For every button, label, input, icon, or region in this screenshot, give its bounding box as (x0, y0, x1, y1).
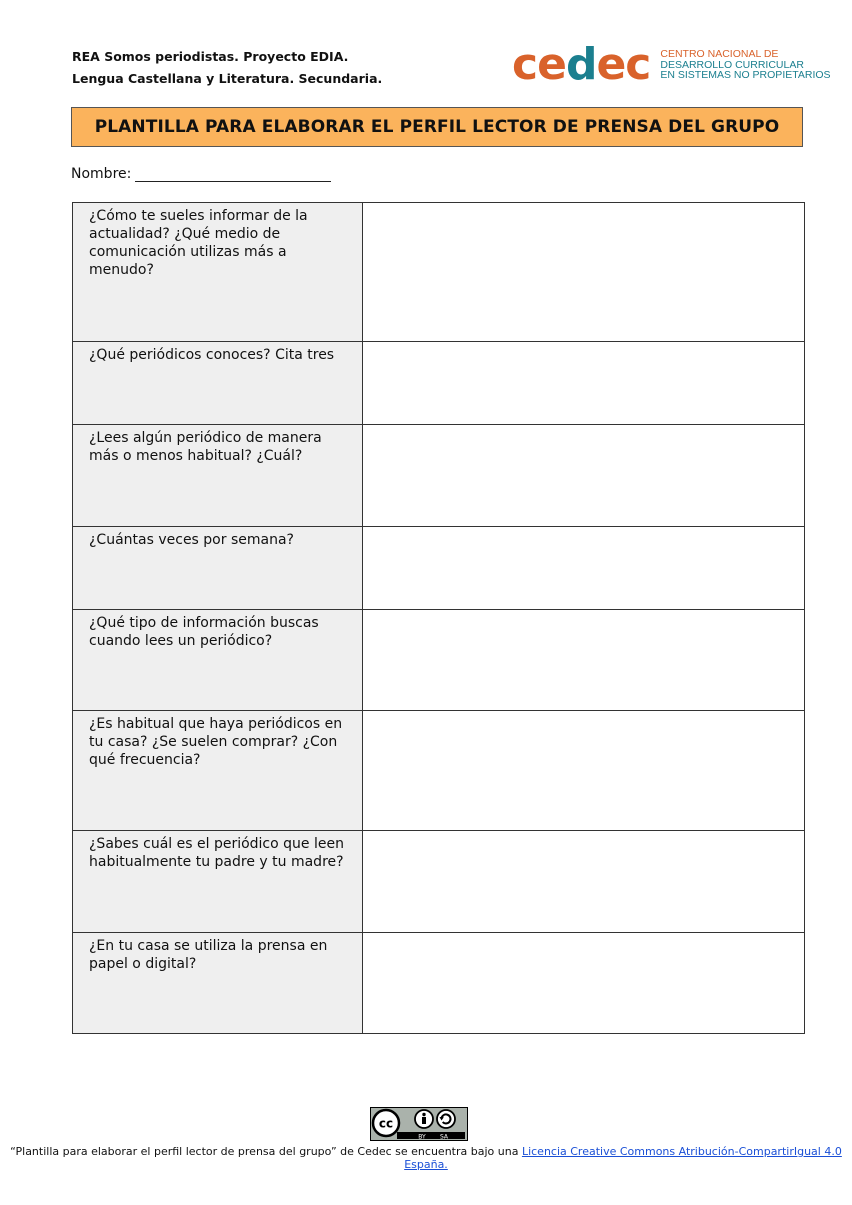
answer-cell[interactable] (363, 425, 805, 527)
license-link[interactable]: Licencia Creative Commons Atribución-CompartirIgual 4.0 España. (404, 1145, 842, 1171)
name-blank-line[interactable] (135, 165, 331, 182)
question-cell: ¿En tu casa se utiliza la prensa en papel o digital? (73, 933, 363, 1034)
cc-by-label: BY (418, 1133, 426, 1141)
survey-table (72, 202, 805, 1034)
logo-wordmark: ce d ec (512, 39, 651, 90)
svg-text:cc: cc (378, 1116, 394, 1131)
table-row (73, 711, 805, 831)
document-header (72, 46, 382, 90)
question-cell: ¿Sabes cuál es el periódico que leen habitualmente tu padre y tu madre? (73, 831, 363, 933)
attribution-icon (415, 1110, 433, 1128)
answer-cell[interactable] (363, 831, 805, 933)
table-row (73, 527, 805, 610)
answer-cell[interactable] (363, 610, 805, 711)
license-footer (0, 1145, 852, 1171)
name-label: Nombre: (71, 166, 132, 182)
answer-cell[interactable] (363, 933, 805, 1034)
header-line-1: REA Somos periodistas. Proyecto EDIA. (72, 49, 349, 64)
cedec-logo (512, 40, 831, 90)
question-cell: ¿Cómo te sueles informar de la actualidad? ¿Qué medio de comunicación utilizas más a menudo? (73, 203, 363, 342)
header-line-2: Lengua Castellana y Literatura. Secundaria. (72, 71, 383, 86)
answer-cell[interactable] (363, 527, 805, 610)
question-cell: ¿Qué periódicos conoces? Cita tres (73, 342, 363, 425)
logo-tagline: CENTRO NACIONAL DE DESARROLLO CURRICULAR EN SISTEMAS NO PROPIETARIOS (660, 48, 831, 82)
cc-by-sa-badge[interactable] (370, 1107, 468, 1141)
answer-cell[interactable] (363, 711, 805, 831)
answer-cell[interactable] (363, 342, 805, 425)
table-row (73, 425, 805, 527)
question-cell: ¿Lees algún periódico de manera más o menos habitual? ¿Cuál? (73, 425, 363, 527)
question-cell: ¿Cuántas veces por semana? (73, 527, 363, 610)
answer-cell[interactable] (363, 203, 805, 342)
cc-sa-label: SA (439, 1133, 449, 1141)
table-row (73, 203, 805, 342)
question-cell: ¿Es habitual que haya periódicos en tu casa? ¿Se suelen comprar? ¿Con qué frecuencia? (73, 711, 363, 831)
footer-text: “Plantilla para elaborar el perfil lector de prensa del grupo” de Cedec se encuentra bajo una (10, 1145, 522, 1158)
share-alike-icon (437, 1110, 455, 1128)
table-row (73, 342, 805, 425)
question-cell: ¿Qué tipo de información buscas cuando lees un periódico? (73, 610, 363, 711)
name-field (71, 165, 331, 182)
table-row (73, 831, 805, 933)
page-title: PLANTILLA PARA ELABORAR EL PERFIL LECTOR DE PRENSA DEL GRUPO (71, 107, 803, 147)
table-row (73, 610, 805, 711)
table-row (73, 933, 805, 1034)
